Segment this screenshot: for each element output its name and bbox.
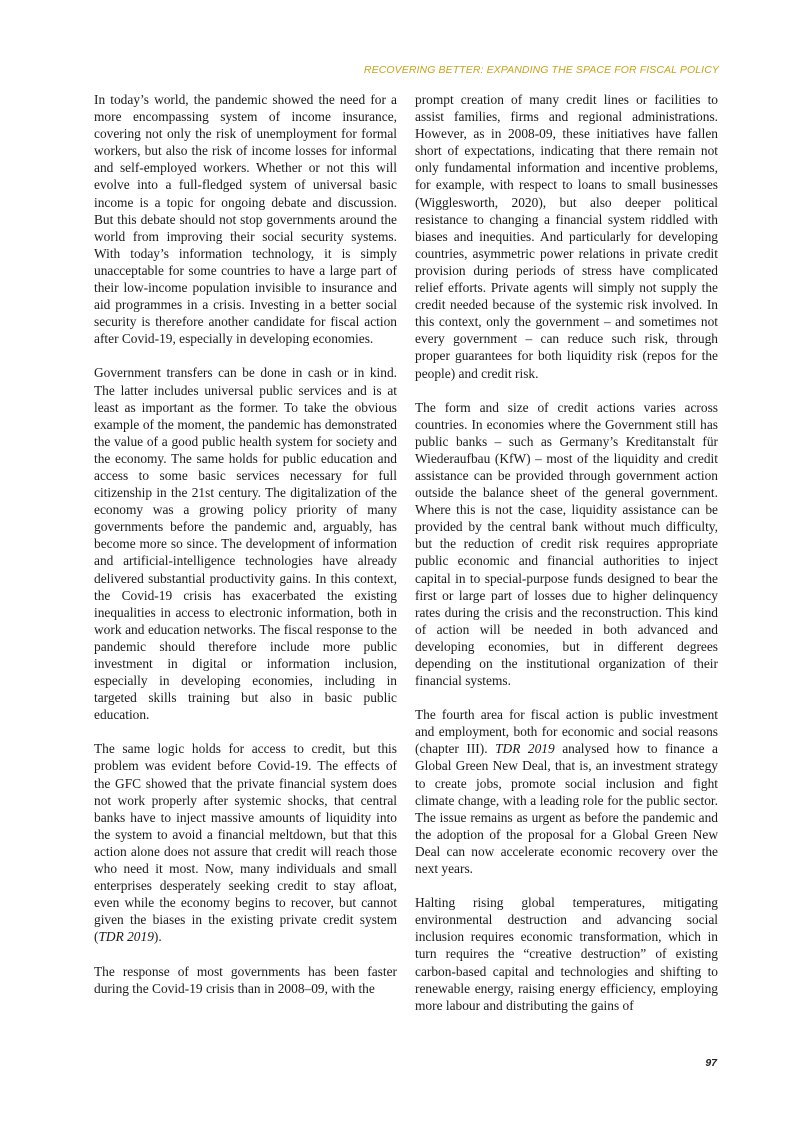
running-head: RECOVERING BETTER: EXPANDING THE SPACE FOR FISCAL POLICY [363,64,719,76]
text-run: Government transfers can be done in cash or in kind. The latter includes universal public services and is at least as important as the former. To take the obvious example of the moment, the pandemic has demonstrated the value of a good public health system for society and the economy. The same holds for public education and access to some basic services necessary for full citizenship in the 21st century. The digitalization of the economy was a growing policy priority of many governments before the pandemic and, arguably, has become more so since. The development of information and artificial-intelligence technologies have already delivered substantial productivity gains. In this context, the Covid-19 crisis has exacerbated the existing inequalities in access to electronic information, both in work and education networks. The fiscal response to the pandemic should therefore include more public investment in digital or information inclusion, especially in developing economies, including in targeted skills training but also in basic public education. [94,365,397,723]
right-column [415,91,718,1031]
paragraph [415,706,718,877]
paragraph [415,399,718,690]
text-run: prompt creation of many credit lines or facilities to assist families, firms and regional administrations. However, as in 2008-09, these initiatives have fallen short of expectations, indicating that there remain not only fundamental information and incentive problems, for example, with respect to loans to small businesses (Wigglesworth, 2020), but also deeper political resistance to changing a financial system riddled with biases and inequities. And particularly for developing countries, asymmetric power relations in private credit provision during periods of stress have complicated relief efforts. Private agents will simply not supply the credit needed because of the systemic risk involved. In this context, only the government – and sometimes not every government – can reduce such risk, through proper guarantees for both liquidity risk (repos for the people) and credit risk. [415,92,718,381]
paragraph [415,894,718,1014]
text-run: The fourth area for fiscal action is public investment and employment, both for economic and social reasons (chapter III). [415,707,718,757]
page-number: 97 [705,1057,717,1069]
italic-citation: TDR 2019 [495,741,555,757]
italic-citation: TDR 2019 [98,929,154,945]
paragraph [415,91,718,382]
text-run: The response of most governments has been faster during the Covid-19 crisis than in 2008–09, with the [94,963,397,996]
text-run: The form and size of credit actions varies across countries. In economies where the Government still has public banks – such as Germany’s Kreditanstalt für Wiederaufbau (KfW) – most of the liquidity and credit assistance can be provided through government action outside the balance sheet of the general government. Where this is not the case, liquidity assistance can be provided by the central bank without much difficulty, but the reduction of credit risk requires appropriate public economic and financial authorities to inject capital in to special-purpose funds designed to bear the first or large part of losses due to higher delinquency rates during the crisis and the reconstruction. This kind of action will be needed in both advanced and developing economies, but in different degrees depending on the institutional organization of their financial systems. [415,399,718,689]
paragraph [94,963,397,997]
text-run: ). [153,929,162,945]
text-run: In today’s world, the pandemic showed the need for a more encompassing system of income insurance, covering not only the risk of unemployment for formal workers, but also the risk of income losses for informal and self-employed workers. Whether or not this will evolve into a full-fledged system of universal basic income is a topic for ongoing debate and discussion. But this debate should not stop governments around the world from improving their social security systems. With today’s information technology, it is simply unacceptable for some countries to have a large part of their low-income population invisible to insurance and aid programmes in a crisis. Investing in a better social security is therefore another candidate for fiscal action after Covid-19, especially in developing economies. [94,92,397,347]
paragraph [94,91,397,347]
paragraph [94,364,397,723]
text-run: analysed how to finance a Global Green New Deal, that is, an investment strategy to create jobs, promote social inclusion and fight climate change, with a leading role for the public sector. The issue remains as urgent as before the pandemic and the adoption of the proposal for a Global Green New Deal can now accelerate economic recovery over the next years. [415,741,718,877]
left-column [94,91,397,1014]
paragraph [94,740,397,945]
text-run: The same logic holds for access to credit, but this problem was evident before Covid-19. The effects of the GFC showed that the private financial system does not work properly after systemic shocks, that central banks have to inject massive amounts of liquidity into the system to avoid a financial meltdown, but that this action alone does not assure that credit will reach those who need it most. Now, many individuals and small enterprises desperately seeking credit to stay afloat, even while the economy begins to recover, but cannot given the biases in the existing private credit system ( [94,741,397,945]
text-run: Halting rising global temperatures, mitigating environmental destruction and advancing social inclusion requires economic transformation, which in turn requires the “creative destruction” of existing carbon-based capital and technologies and shifting to renewable energy, raising energy efficiency, employing more labour and distributing the gains of [415,895,718,1013]
